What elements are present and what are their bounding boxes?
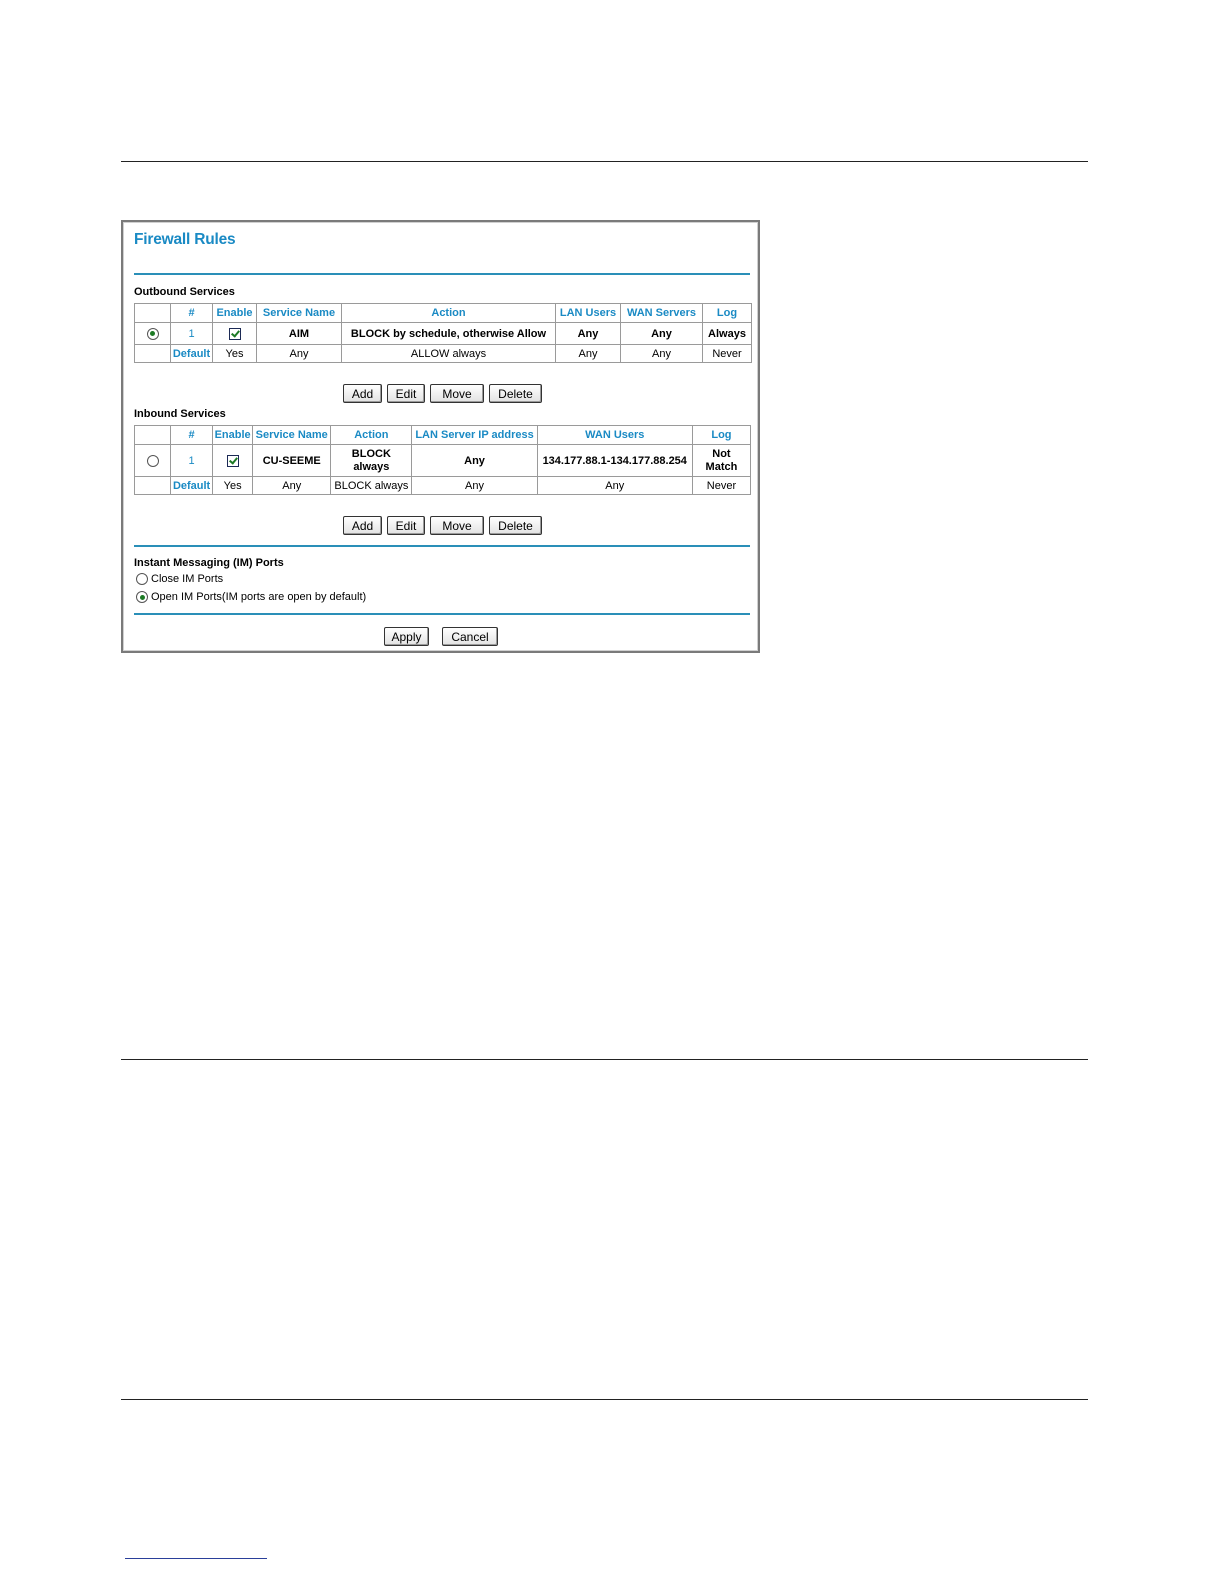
close-im-ports-option[interactable] [136,573,223,585]
rule-number-link[interactable]: 1 [171,445,213,477]
column-header: Enable [213,304,257,323]
section-divider [134,545,750,547]
option-label: Close IM Ports [151,573,224,585]
column-header: Log [692,426,750,445]
column-header: WAN Servers [621,304,703,323]
column-header: # [171,426,213,445]
lan-users-cell: Any [556,345,621,363]
column-header: Enable [213,426,253,445]
wan-users-cell: Any [537,477,692,495]
inbound-add-button[interactable]: Add [343,516,382,535]
outbound-services-label: Outbound Services [134,286,235,298]
footer-divider [134,613,750,615]
select-column-header [135,426,171,445]
lan-server-ip-cell: Any [412,445,537,477]
inbound-edit-button[interactable]: Edit [387,516,425,535]
outbound-add-button[interactable]: Add [343,384,382,403]
enable-cell: Yes [213,345,257,363]
action-line-1: BLOCK [351,447,391,460]
open-im-ports-radio[interactable] [136,591,148,603]
rule-enable-checkbox[interactable] [227,455,239,467]
log-cell: Never [703,345,752,363]
bottom-rule [121,1399,1088,1400]
column-header: WAN Users [537,426,692,445]
inbound-services-table [134,425,751,495]
enable-cell: Yes [213,477,253,495]
outbound-delete-button[interactable]: Delete [489,384,542,403]
service-name-cell: CU-SEEME [253,445,331,477]
firewall-rules-panel [121,220,760,653]
cancel-button[interactable]: Cancel [442,627,498,646]
column-header: LAN Users [556,304,621,323]
service-name-cell: AIM [257,323,342,345]
column-header: Action [342,304,556,323]
table-row-default [135,345,752,363]
action-line-2: always [353,460,390,473]
outbound-edit-button[interactable]: Edit [387,384,425,403]
column-header: Log [703,304,752,323]
rule-enable-checkbox[interactable] [229,328,241,340]
lan-users-cell: Any [556,323,621,345]
inbound-delete-button[interactable]: Delete [489,516,542,535]
top-rule [121,161,1088,162]
action-cell: BLOCK by schedule, otherwise Allow [342,323,556,345]
outbound-button-row [343,384,542,403]
default-rule-link[interactable]: Default [171,477,213,495]
table-header-row [135,426,751,445]
inbound-button-row [343,516,542,535]
service-name-cell: Any [253,477,331,495]
rule-select-radio[interactable] [147,328,159,340]
action-cell [331,445,412,477]
log-cell: Always [703,323,752,345]
im-ports-label: Instant Messaging (IM) Ports [134,557,284,569]
wan-users-cell: 134.177.88.1-134.177.88.254 [537,445,692,477]
table-row-default [135,477,751,495]
form-action-row [384,627,498,646]
table-header-row [135,304,752,323]
log-line-2: Match [705,460,738,473]
lan-server-ip-cell: Any [412,477,537,495]
table-row [135,323,752,345]
action-cell: BLOCK always [331,477,412,495]
table-row [135,445,751,477]
inbound-services-label: Inbound Services [134,408,226,420]
wan-servers-cell: Any [621,345,703,363]
select-column-header [135,304,171,323]
close-im-ports-radio[interactable] [136,573,148,585]
service-name-cell: Any [257,345,342,363]
log-line-1: Not [712,447,731,460]
log-cell [692,445,750,477]
column-header: LAN Server IP address [412,426,537,445]
footnote-separator [125,1558,267,1559]
column-header: Action [331,426,412,445]
wan-servers-cell: Any [621,323,703,345]
action-cell: ALLOW always [342,345,556,363]
column-header: # [171,304,213,323]
log-cell: Never [692,477,750,495]
outbound-move-button[interactable]: Move [430,384,484,403]
apply-button[interactable]: Apply [384,627,429,646]
rule-number-link[interactable]: 1 [171,323,213,345]
title-divider [134,273,750,275]
column-header: Service Name [253,426,331,445]
open-im-ports-option[interactable] [136,591,366,603]
page-title: Firewall Rules [134,231,236,248]
middle-rule [121,1059,1088,1060]
inbound-move-button[interactable]: Move [430,516,484,535]
outbound-services-table [134,303,752,363]
column-header: Service Name [257,304,342,323]
option-label: Open IM Ports(IM ports are open by default) [151,591,367,603]
rule-select-radio[interactable] [147,455,159,467]
default-rule-link[interactable]: Default [171,345,213,363]
